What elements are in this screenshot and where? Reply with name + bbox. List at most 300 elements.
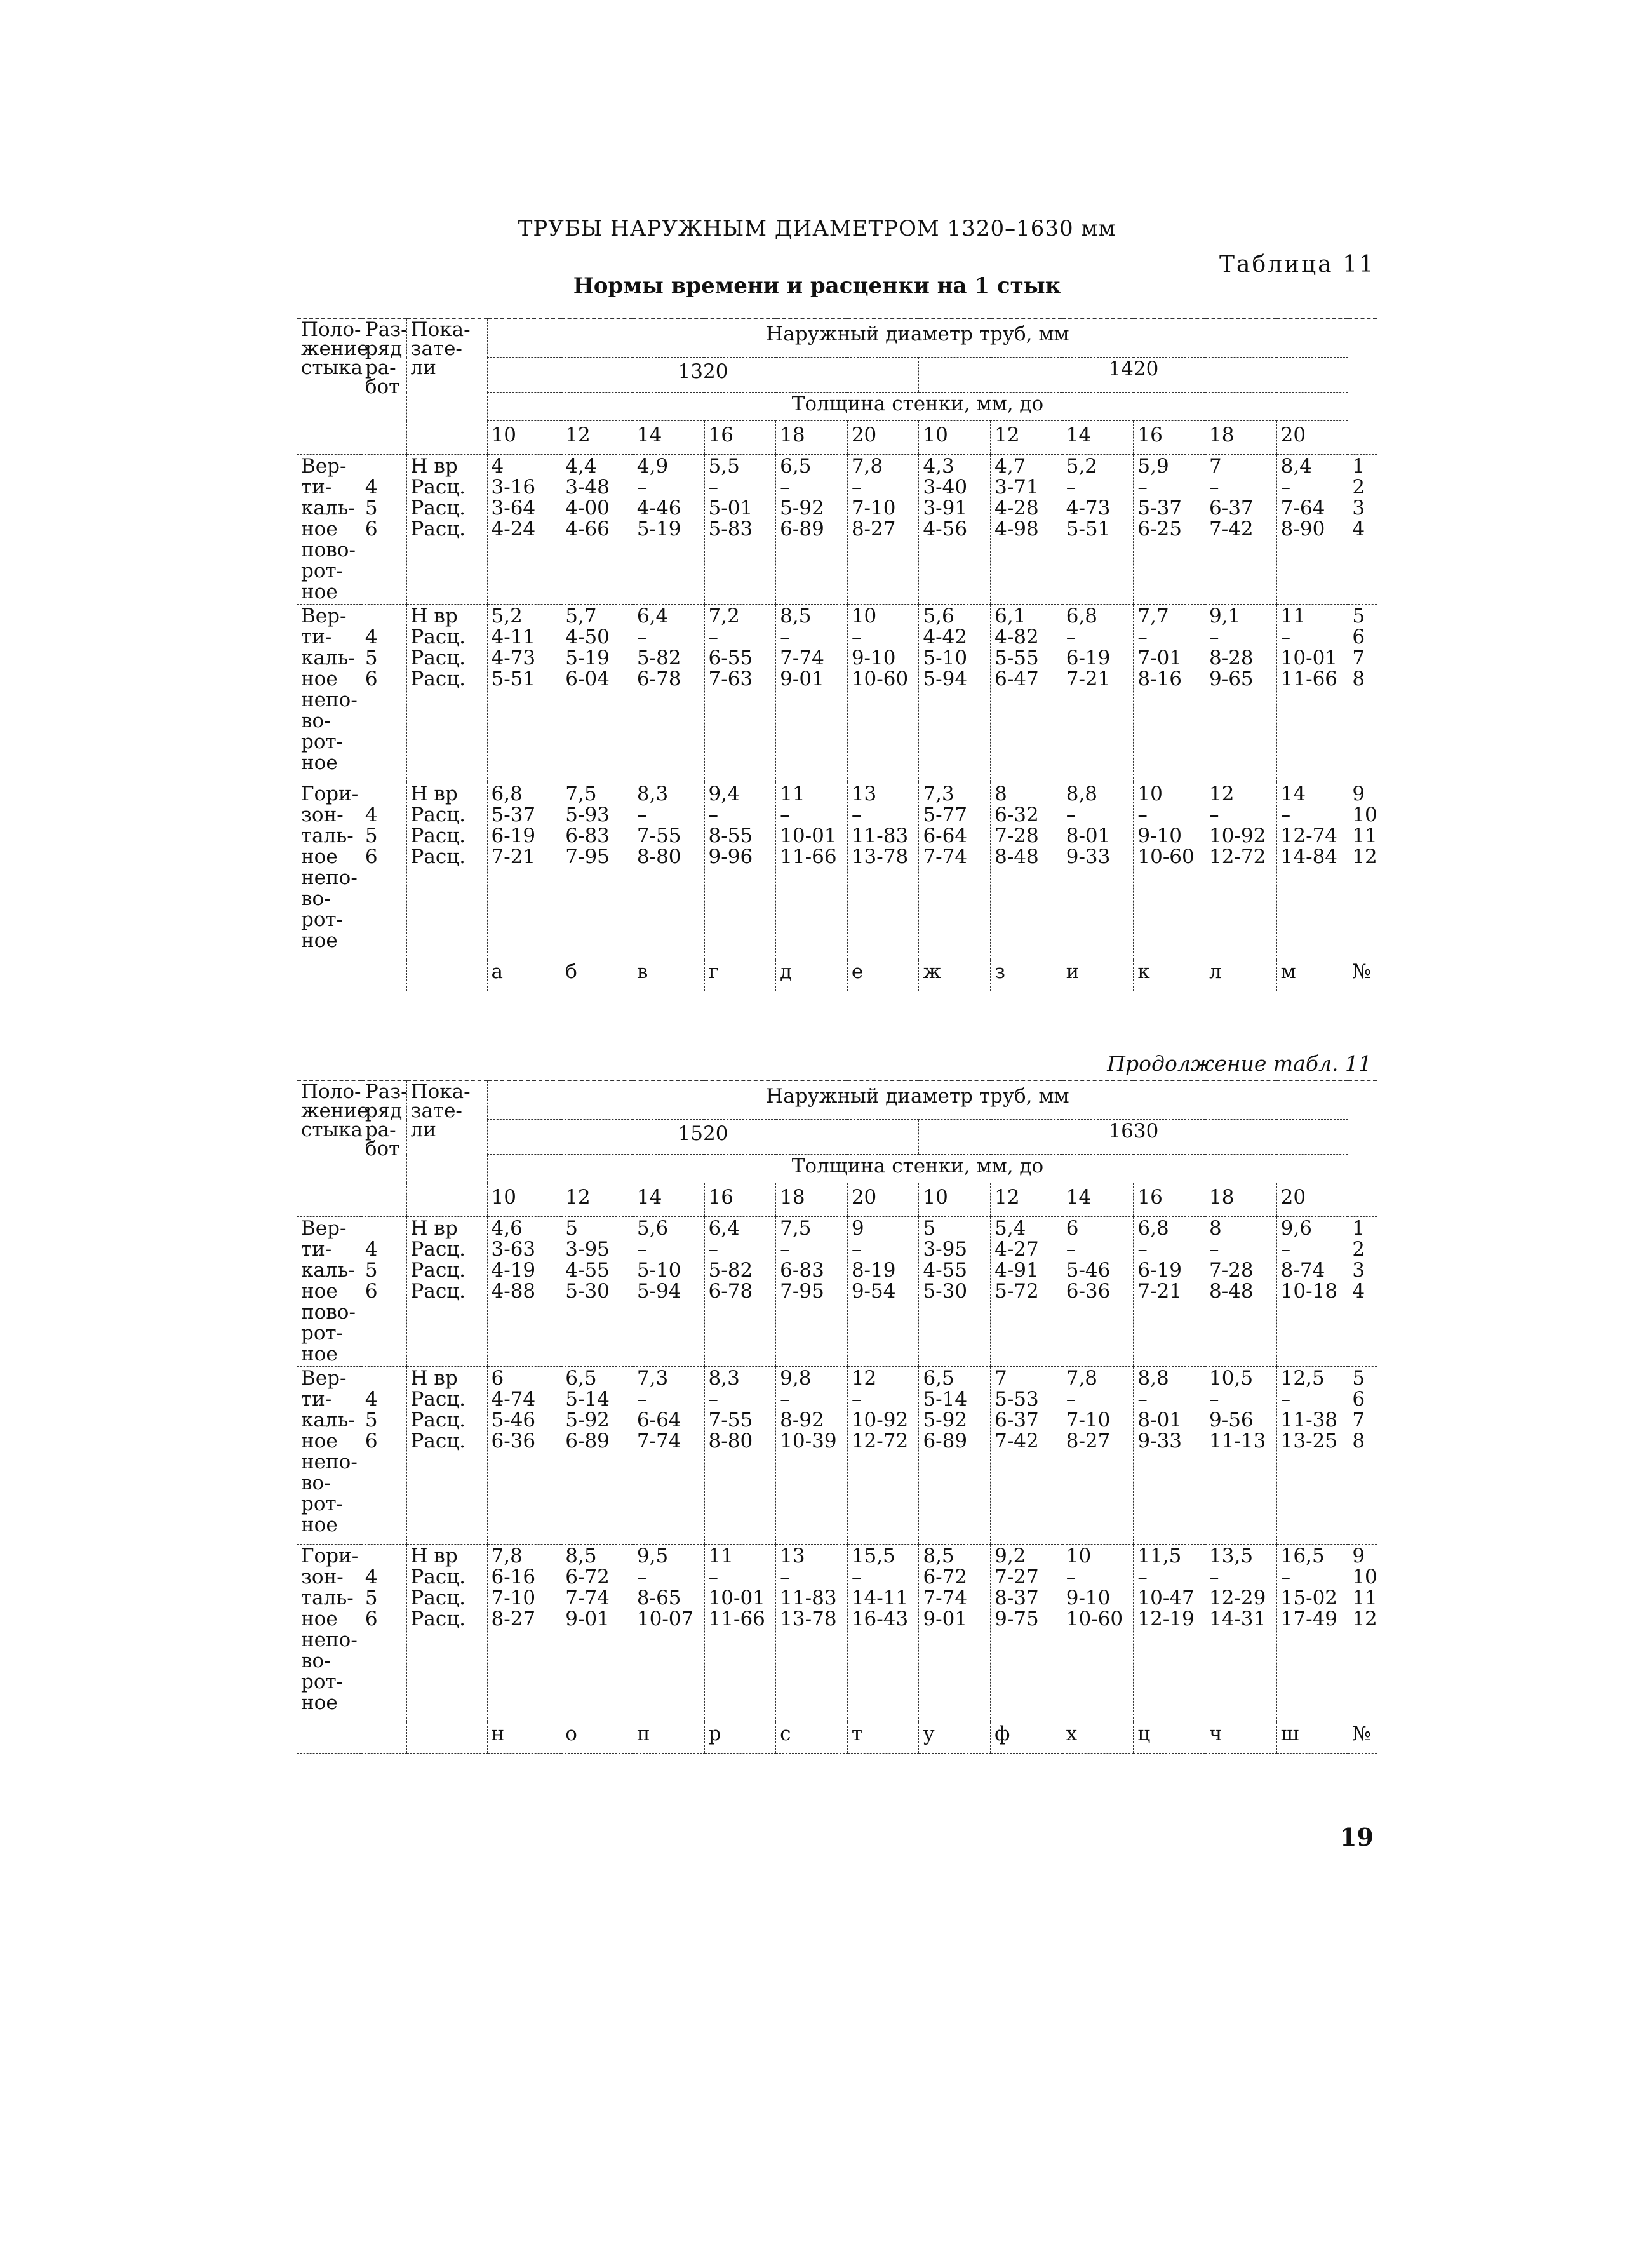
- value-cell: [847, 1367, 919, 1545]
- value: 9,1: [1209, 605, 1241, 627]
- value: 6-04: [565, 668, 610, 690]
- grade-value: 6: [365, 518, 378, 540]
- value: 7-27: [994, 1566, 1039, 1588]
- grade-value: 5: [365, 1409, 378, 1432]
- value: 12-72: [851, 1430, 909, 1453]
- value: –: [1137, 1238, 1148, 1261]
- value: 10: [1066, 1545, 1092, 1567]
- value: 10-01: [780, 824, 837, 847]
- header-thickness: 12: [561, 1183, 633, 1217]
- value: 12-72: [1209, 845, 1266, 868]
- header-thickness: 14: [633, 421, 704, 455]
- header-thickness: 20: [1276, 421, 1348, 455]
- value: –: [851, 803, 862, 826]
- value: –: [636, 803, 647, 826]
- grade-value: 5: [365, 1587, 378, 1609]
- header-position: Поло- жение стыка: [297, 1080, 361, 1217]
- row-number: 2: [1352, 1238, 1365, 1261]
- value-cell: [561, 1367, 633, 1545]
- value: 4-98: [994, 518, 1039, 540]
- value: 7-55: [708, 1409, 753, 1432]
- row-grades: [361, 1217, 406, 1367]
- value: –: [1280, 1238, 1291, 1261]
- value: –: [1066, 476, 1076, 499]
- value-cell: [704, 1217, 776, 1367]
- value: 9-10: [1137, 824, 1182, 847]
- grade-value: 5: [365, 497, 378, 520]
- footer-letter: г: [704, 960, 776, 991]
- value-cell: [991, 782, 1062, 960]
- header-thickness: 20: [847, 1183, 919, 1217]
- footer-letter: л: [1205, 960, 1277, 991]
- grade-value: 5: [365, 647, 378, 669]
- indicator-label: Н вр: [410, 782, 458, 805]
- value-cell: [1205, 782, 1277, 960]
- value-cell: [1062, 1367, 1134, 1545]
- header-thickness: 16: [704, 1183, 776, 1217]
- value-cell: [847, 455, 919, 605]
- value-cell: [847, 1545, 919, 1722]
- value: 7-95: [780, 1280, 824, 1303]
- value: 7,8: [851, 455, 883, 478]
- value: 7-63: [708, 668, 753, 690]
- value: 5-82: [636, 647, 681, 669]
- value: 7,7: [1137, 605, 1169, 627]
- value: –: [1137, 1566, 1148, 1588]
- value: –: [780, 626, 790, 648]
- value: –: [851, 626, 862, 648]
- value: 8-48: [994, 845, 1039, 868]
- indicator-label: Расц.: [410, 1566, 466, 1588]
- value: 14-31: [1209, 1607, 1266, 1630]
- footer-spacer: [361, 960, 406, 991]
- indicator-label: Н вр: [410, 1367, 458, 1390]
- value-cell: [1205, 1367, 1277, 1545]
- value: –: [1280, 476, 1291, 499]
- row-number: 8: [1352, 668, 1365, 690]
- value: 6-83: [565, 824, 610, 847]
- value: 14-11: [851, 1587, 909, 1609]
- indicator-label: Расц.: [410, 1388, 466, 1411]
- value: 6-36: [491, 1430, 536, 1453]
- footer-spacer: [297, 960, 361, 991]
- value: 6-72: [565, 1566, 610, 1588]
- grade-value: [365, 1218, 403, 1239]
- footer-letter: в: [633, 960, 704, 991]
- value: 5: [923, 1217, 936, 1240]
- value: –: [1280, 1566, 1291, 1588]
- value: 7-74: [636, 1430, 681, 1453]
- value: 5-51: [491, 668, 536, 690]
- value: 4: [491, 455, 504, 478]
- value-cell: [1205, 1545, 1277, 1722]
- value: 7-42: [1209, 518, 1254, 540]
- value: 10: [851, 605, 877, 627]
- value: 8-48: [1209, 1280, 1254, 1303]
- value: 6-78: [636, 668, 681, 690]
- value: 5-46: [1066, 1259, 1111, 1282]
- value: –: [708, 1566, 719, 1588]
- value-cell: [847, 1217, 919, 1367]
- value: 7,5: [565, 782, 597, 805]
- row-number: 9: [1352, 1545, 1365, 1567]
- value: 15,5: [851, 1545, 895, 1567]
- value: 5-92: [780, 497, 824, 520]
- header-thickness: 18: [1205, 421, 1277, 455]
- header-outer-diameter: Наружный диаметр труб, мм: [487, 1080, 1348, 1120]
- footer-letter: ж: [919, 960, 991, 991]
- value-cell: [1276, 1545, 1348, 1722]
- value: 8-27: [851, 518, 896, 540]
- value-cell: [1062, 1545, 1134, 1722]
- grade-value: [365, 1368, 403, 1389]
- value: 9-56: [1209, 1409, 1254, 1432]
- value-cell: [633, 455, 704, 605]
- value: 6-37: [994, 1409, 1039, 1432]
- value-cell: [1062, 1217, 1134, 1367]
- value-cell: [1276, 1367, 1348, 1545]
- indicator-label: Расц.: [410, 1259, 466, 1282]
- value: 3-48: [565, 476, 610, 499]
- value: 6-32: [994, 803, 1039, 826]
- value: –: [1066, 803, 1076, 826]
- value: 7-74: [923, 845, 968, 868]
- value: –: [1066, 1388, 1076, 1411]
- row-numbers: [1348, 1217, 1377, 1367]
- value: –: [1137, 1388, 1148, 1411]
- value-cell: [776, 782, 848, 960]
- value: 12-29: [1209, 1587, 1266, 1609]
- value: 8,3: [708, 1367, 740, 1390]
- value-cell: [487, 1217, 561, 1367]
- value: 13-25: [1280, 1430, 1338, 1453]
- value-cell: [487, 1367, 561, 1545]
- value: 5-77: [923, 803, 968, 826]
- value: 7-10: [491, 1587, 536, 1609]
- value: 8: [1209, 1217, 1222, 1240]
- footer-number-sign: №: [1348, 960, 1377, 991]
- value: 6-83: [780, 1259, 824, 1282]
- value-cell: [704, 1367, 776, 1545]
- grade-value: 4: [365, 803, 378, 826]
- value-cell: [1205, 1217, 1277, 1367]
- value: 10-01: [1280, 647, 1338, 669]
- value: –: [636, 1238, 647, 1261]
- value: –: [636, 476, 647, 499]
- value: 9,2: [994, 1545, 1026, 1567]
- value: –: [1066, 626, 1076, 648]
- row-number: 5: [1352, 1367, 1365, 1390]
- row-indicators: [406, 1217, 487, 1367]
- value-cell: [1276, 782, 1348, 960]
- value: 13-78: [851, 845, 909, 868]
- value: –: [1066, 1238, 1076, 1261]
- value-cell: [1134, 1217, 1205, 1367]
- value-cell: [1062, 605, 1134, 782]
- grade-value: 4: [365, 1238, 378, 1261]
- value: 8-16: [1137, 668, 1182, 690]
- value-cell: [776, 1545, 848, 1722]
- value: 10-92: [1209, 824, 1266, 847]
- value: 8,5: [780, 605, 812, 627]
- value: 5-37: [491, 803, 536, 826]
- value: 7-64: [1280, 497, 1325, 520]
- table-subtitle: Нормы времени и расценки на 1 стык: [573, 273, 1061, 299]
- value-cell: [561, 455, 633, 605]
- row-position: Гори- зон- таль- ное непо- во- рот- ное: [297, 1545, 361, 1722]
- value: 7,5: [780, 1217, 812, 1240]
- footer-letter: а: [487, 960, 561, 991]
- value: 8,4: [1280, 455, 1312, 478]
- row-grades: [361, 782, 406, 960]
- value: 5,5: [708, 455, 740, 478]
- value: 6-37: [1209, 497, 1254, 520]
- footer-spacer: [361, 1722, 406, 1754]
- indicator-label: Расц.: [410, 1430, 466, 1453]
- footer-spacer: [406, 1722, 487, 1754]
- value-cell: [919, 1367, 991, 1545]
- value: 8-55: [708, 824, 753, 847]
- value: 6-16: [491, 1566, 536, 1588]
- value: 5: [565, 1217, 578, 1240]
- value: 7-01: [1137, 647, 1182, 669]
- value-cell: [633, 782, 704, 960]
- value-cell: [919, 782, 991, 960]
- grade-value: 5: [365, 1259, 378, 1282]
- header-thickness: 16: [704, 421, 776, 455]
- value: 6: [491, 1367, 504, 1390]
- footer-letter: е: [847, 960, 919, 991]
- value-cell: [1134, 782, 1205, 960]
- value: 4-66: [565, 518, 610, 540]
- value: 3-95: [565, 1238, 610, 1261]
- value: 4-42: [923, 626, 968, 648]
- value: 7-10: [1066, 1409, 1111, 1432]
- value: 5-94: [923, 668, 968, 690]
- header-thickness: 20: [847, 421, 919, 455]
- value: 7-55: [636, 824, 681, 847]
- value: 5-10: [636, 1259, 681, 1282]
- footer-spacer: [406, 960, 487, 991]
- row-number: 1: [1352, 455, 1365, 478]
- header-number-spacer: [1348, 318, 1377, 455]
- header-thickness: 10: [919, 421, 991, 455]
- value-cell: [1205, 455, 1277, 605]
- indicator-label: Расц.: [410, 845, 466, 868]
- footer-letter: х: [1062, 1722, 1134, 1754]
- header-thickness: 18: [776, 1183, 848, 1217]
- value: 5-83: [708, 518, 753, 540]
- row-indicators: [406, 1545, 487, 1722]
- value-cell: [991, 455, 1062, 605]
- value: 4-56: [923, 518, 968, 540]
- header-position: Поло- жение стыка: [297, 318, 361, 455]
- value: 5-46: [491, 1409, 536, 1432]
- grade-value: 5: [365, 824, 378, 847]
- header-wall-thickness: Толщина стенки, мм, до: [487, 393, 1348, 421]
- header-thickness: 20: [1276, 1183, 1348, 1217]
- value: 6,4: [708, 1217, 740, 1240]
- value: 9-65: [1209, 668, 1254, 690]
- value: 5-37: [1137, 497, 1182, 520]
- value-cell: [487, 605, 561, 782]
- value: –: [1280, 1388, 1291, 1411]
- value: –: [1209, 1566, 1219, 1588]
- value-cell: [776, 605, 848, 782]
- row-grades: [361, 1367, 406, 1545]
- value: 7-95: [565, 845, 610, 868]
- footer-letter: м: [1276, 960, 1348, 991]
- value: –: [780, 1388, 790, 1411]
- value: 5-30: [923, 1280, 968, 1303]
- value: 5,2: [1066, 455, 1098, 478]
- value-cell: [847, 782, 919, 960]
- value: 16,5: [1280, 1545, 1325, 1567]
- value: 9-01: [780, 668, 824, 690]
- footer-letter: ш: [1276, 1722, 1348, 1754]
- value: 6,5: [923, 1367, 954, 1390]
- header-thickness: 14: [633, 1183, 704, 1217]
- header-diameter-2: 1630: [919, 1120, 1348, 1155]
- indicator-label: Расц.: [410, 824, 466, 847]
- indicator-label: Расц.: [410, 497, 466, 520]
- value: 8,5: [565, 1545, 597, 1567]
- value: 8-90: [1280, 518, 1325, 540]
- row-numbers: [1348, 1545, 1377, 1722]
- value: 6-19: [491, 824, 536, 847]
- value: 4-73: [491, 647, 536, 669]
- value: 8-28: [1209, 647, 1254, 669]
- grade-value: [365, 606, 403, 627]
- value: 7: [994, 1367, 1007, 1390]
- value-cell: [633, 605, 704, 782]
- row-number: 1: [1352, 1217, 1365, 1240]
- value: –: [780, 803, 790, 826]
- footer-letter: п: [633, 1722, 704, 1754]
- value: 10-39: [780, 1430, 837, 1453]
- value: 5-92: [923, 1409, 968, 1432]
- value: 6: [1066, 1217, 1079, 1240]
- header-thickness: 10: [487, 421, 561, 455]
- value: 6-36: [1066, 1280, 1111, 1303]
- value: 7,8: [491, 1545, 523, 1567]
- value: –: [1209, 1238, 1219, 1261]
- row-grades: [361, 605, 406, 782]
- value: –: [780, 1566, 790, 1588]
- row-position: Вер- ти- каль- ное пово- рот- ное: [297, 1217, 361, 1367]
- value: 6-55: [708, 647, 753, 669]
- row-position: Гори- зон- таль- ное непо- во- рот- ное: [297, 782, 361, 960]
- value: 9,6: [1280, 1217, 1312, 1240]
- value: 8-80: [636, 845, 681, 868]
- header-thickness: 18: [776, 421, 848, 455]
- value: –: [636, 1566, 647, 1588]
- header-thickness: 12: [561, 421, 633, 455]
- value: 8-80: [708, 1430, 753, 1453]
- value: 11: [780, 782, 805, 805]
- value: 6,8: [491, 782, 523, 805]
- value: 7-74: [923, 1587, 968, 1609]
- value: 11: [1280, 605, 1306, 627]
- value: 8-01: [1066, 824, 1111, 847]
- indicator-label: Н вр: [410, 455, 458, 478]
- value-cell: [776, 455, 848, 605]
- value: 14-84: [1280, 845, 1338, 868]
- value: 12: [851, 1367, 877, 1390]
- indicator-label: Н вр: [410, 605, 458, 627]
- value: 6,5: [780, 455, 812, 478]
- row-number: 11: [1352, 1587, 1377, 1609]
- value: 6-72: [923, 1566, 968, 1588]
- value-cell: [704, 455, 776, 605]
- value: 10-60: [1066, 1607, 1123, 1630]
- value: 5-72: [994, 1280, 1039, 1303]
- value-cell: [561, 782, 633, 960]
- value: 5,6: [923, 605, 954, 627]
- value: 5-19: [636, 518, 681, 540]
- row-number: 12: [1352, 1607, 1377, 1630]
- row-position: Вер- ти- каль- ное непо- во- рот- ное: [297, 1367, 361, 1545]
- value: 6-47: [994, 668, 1039, 690]
- value: 9-96: [708, 845, 753, 868]
- indicator-label: Н вр: [410, 1545, 458, 1567]
- value-cell: [704, 1545, 776, 1722]
- indicator-label: Расц.: [410, 668, 466, 690]
- row-number: 8: [1352, 1430, 1365, 1453]
- value: 4-46: [636, 497, 681, 520]
- value-cell: [1062, 455, 1134, 605]
- value: 5-94: [636, 1280, 681, 1303]
- indicator-label: Расц.: [410, 1238, 466, 1261]
- value: 11-13: [1209, 1430, 1266, 1453]
- grade-value: 4: [365, 626, 378, 648]
- row-number: 4: [1352, 1280, 1365, 1303]
- value: 12: [1209, 782, 1235, 805]
- value: 9-10: [851, 647, 896, 669]
- value: –: [780, 1238, 790, 1261]
- header-indicators: Пока- зате- ли: [406, 1080, 487, 1217]
- row-number: 5: [1352, 605, 1365, 627]
- value: 6-19: [1137, 1259, 1182, 1282]
- footer-letter: р: [704, 1722, 776, 1754]
- row-number: 12: [1352, 845, 1377, 868]
- value: 13: [780, 1545, 805, 1567]
- value: 9,5: [636, 1545, 669, 1567]
- header-thickness: 10: [919, 1183, 991, 1217]
- value: 5-53: [994, 1388, 1039, 1411]
- value: 5-14: [923, 1388, 968, 1411]
- row-number: 11: [1352, 824, 1377, 847]
- value: 3-64: [491, 497, 536, 520]
- header-diameter-2: 1420: [919, 358, 1348, 393]
- header-grade: Раз- ряд ра- бот: [361, 1080, 406, 1217]
- value-cell: [1276, 605, 1348, 782]
- grade-value: 6: [365, 1280, 378, 1303]
- value: 5-19: [565, 647, 610, 669]
- value: 8-65: [636, 1587, 681, 1609]
- header-wall-thickness: Толщина стенки, мм, до: [487, 1155, 1348, 1183]
- value: 5-55: [994, 647, 1039, 669]
- value-cell: [1276, 1217, 1348, 1367]
- value: 6-64: [636, 1409, 681, 1432]
- value: 10: [1137, 782, 1163, 805]
- row-number: 10: [1352, 1566, 1377, 1588]
- value: 4-50: [565, 626, 610, 648]
- value-cell: [561, 605, 633, 782]
- row-position: Вер- ти- каль- ное пово- рот- ное: [297, 455, 361, 605]
- row-number: 3: [1352, 497, 1365, 520]
- value: 4-91: [994, 1259, 1039, 1282]
